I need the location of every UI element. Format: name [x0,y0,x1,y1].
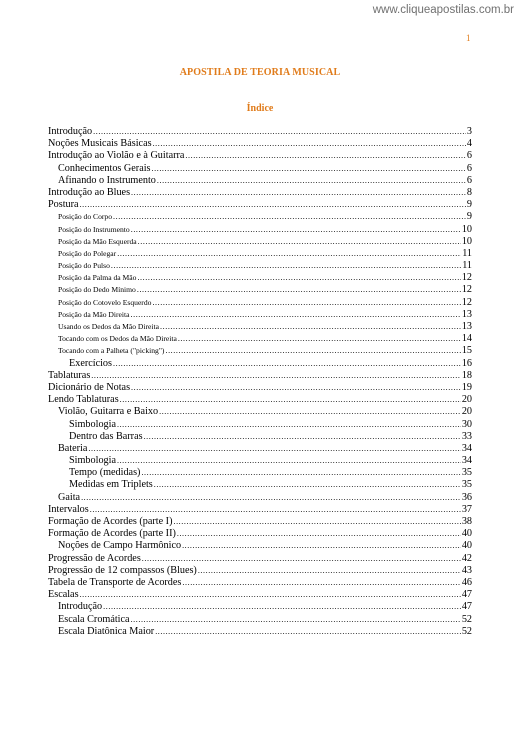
toc-entry-label: Introdução ao Blues [48,186,131,198]
index-heading: Índice [246,103,274,114]
toc-entry-label: Gaita [58,491,81,503]
toc-entry-label: Violão, Guitarra e Baixo [58,406,159,418]
toc-entry-label: Tabela de Transporte de Acordes [48,576,182,588]
toc-entry-label: Tempo (medidas) [69,467,141,479]
toc-entry[interactable] [48,394,472,406]
toc-entry[interactable] [48,406,472,418]
toc-entry[interactable] [48,333,472,345]
toc-entry[interactable] [48,345,472,357]
toc-entry-page: 16 [461,357,472,369]
toc-entry-label: Posição do Cotovelo Esquerdo [58,297,152,307]
toc-entry-page: 3 [466,126,472,137]
toc-leader-dots [131,614,461,626]
toc-leader-dots [177,528,461,540]
toc-leader-dots [80,199,466,211]
toc-entry[interactable] [48,540,472,552]
toc-leader-dots [117,455,461,467]
toc-leader-dots [160,321,461,333]
toc-leader-dots [142,553,461,565]
toc-entry-page: 30 [461,418,472,430]
toc-entry-page: 9 [466,211,472,223]
toc-entry[interactable] [48,601,472,613]
toc-entry-label: Posição do Polegar [58,248,117,258]
toc-entry-label: Afinando o Instrumento [58,174,156,186]
toc-entry-label: Posição da Mão Esquerda [58,236,137,246]
toc-leader-dots [120,394,461,406]
toc-leader-dots [165,345,460,357]
toc-entry-label: Intervalos [48,503,89,515]
toc-leader-dots [141,467,460,479]
toc-entry-label: Introdução ao Violão e à Guitarra [48,150,185,162]
toc-entry-page: 12 [461,272,472,284]
toc-entry-label: Noções de Campo Harmônico [58,540,182,552]
toc-entry-label: Posição do Corpo [58,212,112,222]
toc-entry-label: Tocando com a Palheta ("picking") [58,346,165,356]
toc-entry-label: Introdução [58,601,103,613]
toc-entry-page: 35 [461,479,472,491]
toc-leader-dots [81,492,461,504]
toc-entry[interactable] [48,443,472,455]
toc-entry-page: 33 [461,430,472,442]
toc-entry-label: Postura [48,199,79,211]
toc-leader-dots [155,626,461,638]
toc-entry-page: 43 [461,564,472,576]
toc-leader-dots [131,187,466,199]
toc-leader-dots [103,601,461,613]
toc-leader-dots [157,175,466,187]
toc-entry-page: 19 [461,381,472,393]
toc-entry-page: 20 [461,394,472,406]
toc-entry-label: Noções Musicais Básicas [48,138,152,150]
toc-leader-dots [131,309,461,321]
toc-entry[interactable] [48,236,472,248]
toc-entry-label: Bateria [58,442,88,454]
toc-entry-label: Posição da Palma da Mão [58,273,137,283]
toc-entry[interactable] [48,163,472,175]
toc-entry-label: Exercícios [69,357,112,369]
toc-entry-page: 38 [461,516,472,527]
toc-entry-page: 12 [461,284,472,296]
toc-entry[interactable] [48,309,472,321]
page-number: 1 [466,33,471,43]
toc-entry-page: 18 [461,369,472,381]
toc-entry-page: 40 [461,540,472,552]
toc-leader-dots [117,248,461,260]
toc-entry[interactable] [48,492,472,504]
toc-entry-page: 11 [462,260,472,272]
toc-entry-page: 14 [461,333,472,345]
toc-entry-label: Simbologia [69,455,116,467]
toc-entry-page: 6 [466,150,472,162]
toc-entry-page: 6 [466,162,472,174]
toc-entry-page: 13 [461,308,472,320]
toc-entry-label: Posição do Pulso [58,261,110,271]
toc-entry-page: 8 [466,186,472,198]
toc-entry-label: Posição do Instrumento [58,224,130,234]
toc-entry[interactable] [48,248,472,260]
toc-entry-label: Dentro das Barras [69,430,143,442]
toc-leader-dots [144,431,461,443]
toc-entry-label: Progressão de 12 compassos (Blues) [48,564,197,576]
toc-entry-page: 10 [461,223,472,235]
toc-entry[interactable] [48,455,472,467]
site-url: www.cliqueapostilas.com.br [372,4,514,16]
toc-entry[interactable] [48,297,472,309]
toc-entry[interactable] [48,272,472,284]
toc-entry-page: 10 [461,235,472,247]
toc-entry-label: Escala Cromática [58,613,130,625]
toc-leader-dots [152,297,460,309]
toc-entry-page: 13 [461,321,472,332]
toc-entry-page: 40 [461,528,472,540]
toc-leader-dots [182,577,460,589]
toc-leader-dots [91,370,461,382]
toc-entry-page: 35 [461,467,472,479]
toc-leader-dots [117,419,461,431]
toc-entry[interactable] [48,284,472,296]
toc-entry[interactable] [48,479,472,491]
toc-entry[interactable] [48,138,472,150]
table-of-contents [48,126,472,638]
toc-entry[interactable] [48,467,472,479]
toc-entry[interactable] [48,431,472,443]
toc-entry-page: 34 [461,442,472,454]
toc-leader-dots [152,163,466,175]
toc-entry-label: Escalas [48,589,79,601]
toc-entry-label: Conhecimentos Gerais [58,162,151,174]
toc-entry-page: 9 [466,199,472,211]
toc-leader-dots [159,406,461,418]
toc-entry-page: 11 [462,247,472,259]
toc-entry-page: 47 [461,589,472,601]
toc-leader-dots [198,565,461,577]
toc-leader-dots [131,382,461,394]
toc-leader-dots [153,138,466,150]
toc-entry-page: 46 [461,576,472,588]
toc-entry[interactable] [48,199,472,211]
toc-entry-page: 42 [461,552,472,564]
toc-entry-page: 4 [466,138,472,150]
toc-entry-label: Progressão de Acordes [48,552,141,564]
toc-entry-label: Lendo Tablaturas [48,394,119,406]
toc-entry[interactable] [48,187,472,199]
toc-leader-dots [137,284,461,296]
toc-entry-label: Escala Diatônica Maior [58,625,155,637]
toc-entry-page: 36 [461,491,472,503]
toc-entry[interactable] [48,150,472,162]
toc-entry-label: Formação de Acordes (parte II) [48,528,176,540]
toc-entry-label: Introdução [48,126,93,137]
toc-leader-dots [154,479,461,491]
toc-entry[interactable] [48,516,472,528]
toc-entry[interactable] [48,614,472,626]
toc-leader-dots [93,126,466,138]
toc-entry-page: 6 [466,174,472,186]
toc-entry[interactable] [48,126,472,138]
toc-entry[interactable] [48,589,472,601]
toc-entry-page: 52 [461,613,472,625]
toc-entry-label: Posição do Dedo Mínimo [58,285,136,295]
toc-entry[interactable] [48,382,472,394]
toc-entry-label: Posição da Mão Direita [58,309,130,319]
toc-leader-dots [113,358,461,370]
toc-entry[interactable] [48,528,472,540]
toc-entry-page: 20 [461,406,472,418]
toc-entry[interactable] [48,358,472,370]
toc-entry[interactable] [48,577,472,589]
toc-entry-label: Tablaturas [48,369,91,381]
toc-entry[interactable] [48,321,472,333]
toc-entry[interactable] [48,260,472,272]
toc-entry-label: Dicionário de Notas [48,381,131,393]
toc-entry[interactable] [48,370,472,382]
toc-leader-dots [80,589,461,601]
toc-entry[interactable] [48,565,472,577]
toc-leader-dots [88,443,460,455]
toc-leader-dots [178,333,461,345]
toc-entry[interactable] [48,504,472,516]
toc-entry-label: Tocando com os Dedos da Mão Direita [58,334,177,344]
toc-leader-dots [185,150,466,162]
toc-entry-page: 37 [461,503,472,515]
toc-entry-page: 34 [461,455,472,467]
toc-entry[interactable] [48,211,472,223]
toc-leader-dots [111,260,461,272]
toc-entry[interactable] [48,626,472,638]
toc-entry-label: Simbologia [69,418,116,430]
toc-entry-label: Usando os Dedos da Mão Direita [58,322,160,331]
toc-leader-dots [138,236,461,248]
toc-leader-dots [182,540,461,552]
toc-leader-dots [137,272,460,284]
toc-entry-page: 12 [461,296,472,308]
toc-leader-dots [90,504,461,516]
toc-leader-dots [131,224,461,236]
document-title: APOSTILA DE TEORIA MUSICAL [179,67,341,78]
toc-entry-label: Formação de Acordes (parte I) [48,516,173,527]
toc-leader-dots [173,516,460,528]
toc-entry[interactable] [48,419,472,431]
toc-entry[interactable] [48,224,472,236]
toc-entry-label: Medidas em Triplets [69,479,153,491]
toc-entry-page: 47 [461,601,472,613]
toc-entry[interactable] [48,553,472,565]
toc-entry[interactable] [48,175,472,187]
toc-leader-dots [113,211,466,223]
toc-entry-page: 52 [461,625,472,637]
toc-entry-page: 15 [461,345,472,357]
